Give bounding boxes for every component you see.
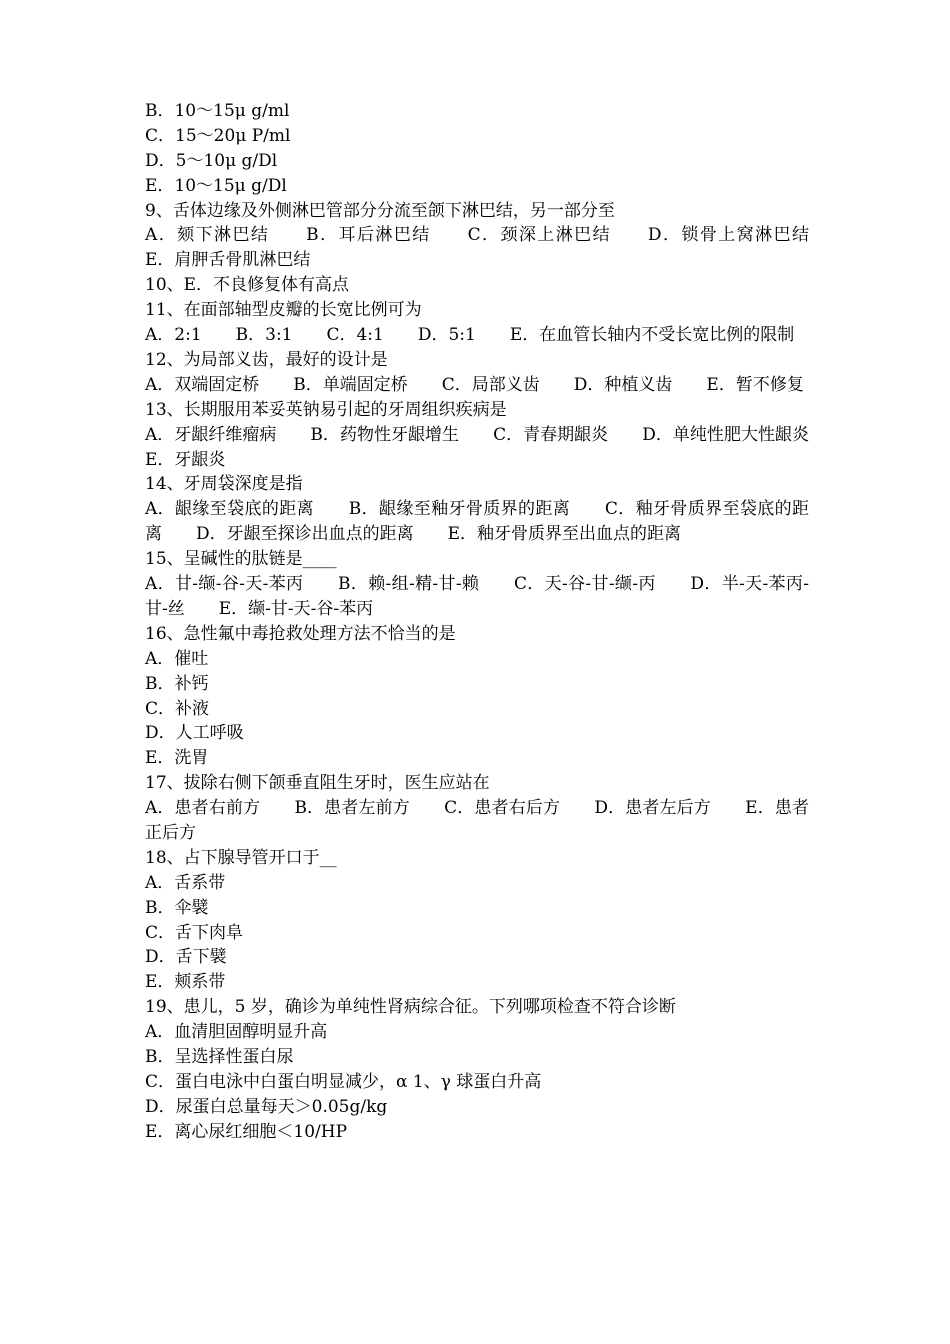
option-line: D．5～10μ g/Dl (145, 150, 278, 171)
option-line: C．舌下肉阜 (145, 922, 244, 943)
question-14: 14、牙周袋深度是指 (145, 474, 303, 495)
option-line: B．伞襞 (145, 897, 209, 918)
option-line: B．10～15μ g/ml (145, 101, 290, 121)
document-body (145, 99, 843, 1145)
question-18: 18、占下腺导管开口于__ (145, 847, 337, 868)
options-9: A．颏下淋巴结 B．耳后淋巴结 C．颈深上淋巴结 D．锁骨上窝淋巴结 E．肩胛舌骨肌淋巴结 (145, 225, 843, 271)
options-14: A．龈缘至袋底的距离 B．龈缘至釉牙骨质界的距离 C．釉牙骨质界至袋底的距离 D．牙龈至探诊出血点的距离 E．釉牙骨质界至出血点的距离 (145, 499, 809, 545)
question-11: 11、在面部轴型皮瓣的长宽比例可为 (145, 300, 422, 321)
option-line: E．洗胃 (145, 748, 209, 769)
option-line: D．人工呼吸 (145, 723, 244, 744)
option-line: B．呈选择性蛋白尿 (145, 1047, 294, 1068)
options-15: A．甘-缬-谷-天-苯丙 B．赖-组-精-甘-赖 C．天-谷-甘-缬-丙 D．半-天-苯丙-甘-丝 E．缬-甘-天-谷-苯丙 (145, 574, 809, 619)
option-line: E．10～15μ g/Dl (145, 175, 287, 196)
option-line: D．舌下襞 (145, 947, 227, 968)
option-line: B．补钙 (145, 673, 209, 694)
option-line: E．离心尿红细胞＜10/HP (145, 1121, 348, 1142)
question-12: 12、为局部义齿，最好的设计是 (145, 349, 388, 370)
option-line: C．15～20μ P/ml (145, 125, 291, 146)
question-9: 9、舌体边缘及外侧淋巴管部分分流至颌下淋巴结，另一部分至 (145, 200, 615, 221)
option-line: A．舌系带 (145, 872, 226, 893)
option-line: D．尿蛋白总量每天＞0.05g/kg (145, 1096, 388, 1117)
question-10: 10、E．不良修复体有高点 (145, 275, 350, 296)
option-line: C．蛋白电泳中白蛋白明显减少，α 1、γ 球蛋白升高 (145, 1071, 542, 1092)
option-line: A．血清胆固醇明显升高 (145, 1022, 328, 1043)
options-13: A．牙龈纤维瘤病 B．药物性牙龈增生 C．青春期龈炎 D．单纯性肥大性龈炎 E．牙龈炎 (145, 424, 843, 470)
option-line: E．颊系带 (145, 972, 226, 993)
option-line: A．催吐 (145, 648, 209, 669)
options-11: A．2:1 B．3:1 C．4:1 D．5:1 E．在血管长轴内不受长宽比例的限制 (145, 325, 795, 346)
options-17: A．患者右前方 B．患者左前方 C．患者右后方 D．患者左后方 E．患者正后方 (145, 798, 809, 843)
question-16: 16、急性氟中毒抢救处理方法不恰当的是 (145, 623, 456, 644)
option-line: C．补液 (145, 698, 210, 719)
question-15: 15、呈碱性的肽链是____ (145, 549, 337, 570)
question-13: 13、长期服用苯妥英钠易引起的牙周组织疾病是 (145, 399, 507, 420)
question-17: 17、拔除右侧下颌垂直阻生牙时，医生应站在 (145, 773, 490, 794)
options-12: A．双端固定桥 B．单端固定桥 C．局部义齿 D．种植义齿 E．暂不修复 (145, 374, 804, 395)
question-19: 19、患儿，5 岁，确诊为单纯性肾病综合征。下列哪项检查不符合诊断 (145, 997, 676, 1018)
